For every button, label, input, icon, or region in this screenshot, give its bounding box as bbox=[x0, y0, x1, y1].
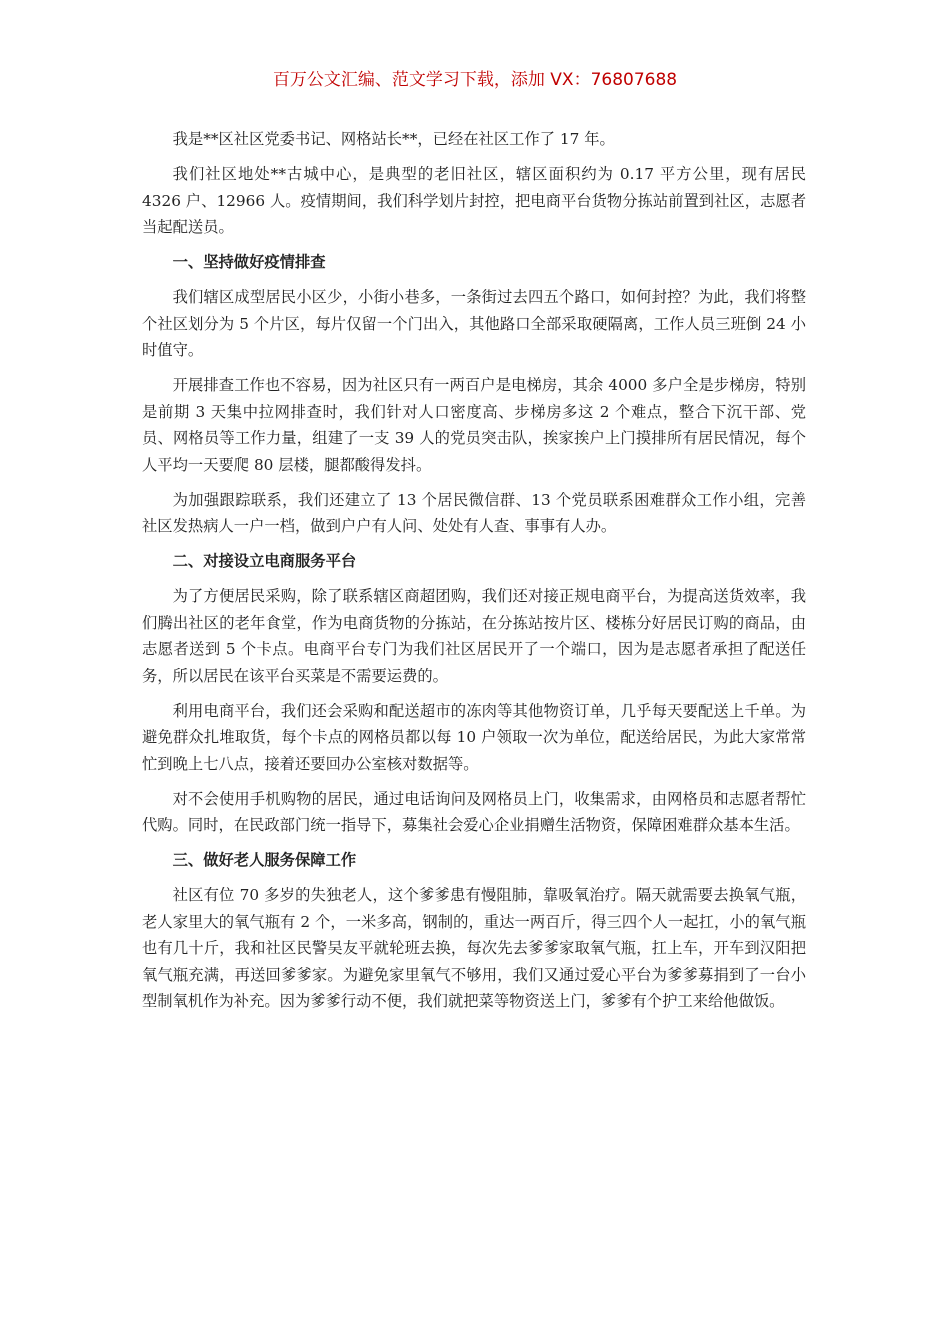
document-body bbox=[142, 126, 806, 1023]
intro-paragraph-1: 我是**区社区党委书记、网格站长**，已经在社区工作了 17 年。 bbox=[172, 130, 615, 148]
section-3-heading: 三、做好老人服务保障工作 bbox=[172, 851, 357, 869]
section-1-paragraph-1: 我们辖区成型居民小区少，小街小巷多，一条街过去四五个路口，如何封控？为此，我们将整个社区划分为 5 个片区，每片仅留一个门出入，其他路口全部采取硬隔离，工作人员三班倒 24 小时值守。 bbox=[142, 288, 806, 359]
section-3-paragraph-1: 社区有位 70 多岁的失独老人，这个爹爹患有慢阻肺，靠吸氧治疗。隔天就需要去换氧气瓶，老人家里大的氧气瓶有 2 个，一米多高，钢制的，重达一两百斤，得三四个人一起扛，小的氧气瓶也有几十斤，我和社区民警吴友平就轮班去换，每次先去爹爹家取氧气瓶，扛上车，开车到汉阳把氧气瓶充满，再送回爹爹家。为避免家里氧气不够用，我们又通过爱心平台为爹爹募捐到了一台小型制氧机作为补充。因为爹爹行动不便，我们就把菜等物资送上门，爹爹有个护工来给他做饭。 bbox=[142, 886, 806, 1010]
section-1-paragraph-3: 为加强跟踪联系，我们还建立了 13 个居民微信群、13 个党员联系困难群众工作小组，完善社区发热病人一户一档，做到户户有人问、处处有人查、事事有人办。 bbox=[142, 490, 806, 535]
download-banner: 百万公文汇编、范文学习下载，添加 VX：76807688 bbox=[272, 70, 678, 90]
section-2-heading: 二、对接设立电商服务平台 bbox=[172, 552, 357, 570]
section-1-heading: 一、坚持做好疫情排查 bbox=[172, 253, 326, 271]
section-2-paragraph-2: 利用电商平台，我们还会采购和配送超市的冻肉等其他物资订单，几乎每天要配送上千单。为避免群众扎堆取货，每个卡点的网格员都以每 10 户领取一次为单位，配送给居民，为此大家常常忙到晚上七八点，接着还要回办公室核对数据等。 bbox=[142, 701, 806, 773]
intro-paragraph-2: 我们社区地处**古城中心，是典型的老旧社区，辖区面积约为 0.17 平方公里，现有居民 4326 户、12966 人。疫情期间，我们科学划片封控，把电商平台货物分拣站前置到社区，志愿者当起配送员。 bbox=[142, 165, 806, 236]
section-1-paragraph-2: 开展排查工作也不容易，因为社区只有一两百户是电梯房，其余 4000 多户全是步梯房，特别是前期 3 天集中拉网排查时，我们针对人口密度高、步梯房多这 2 个难点，整合下沉干部、党员、网格员等工作力量，组建了一支 39 人的党员突击队，挨家挨户上门摸排所有居民情况，每个人平均一天要爬 80 层楼，腿都酸得发抖。 bbox=[142, 376, 806, 474]
section-2-paragraph-3: 对不会使用手机购物的居民，通过电话询问及网格员上门，收集需求，由网格员和志愿者帮忙代购。同时，在民政部门统一指导下，募集社会爱心企业捐赠生活物资，保障困难群众基本生活。 bbox=[142, 789, 806, 834]
section-2-paragraph-1: 为了方便居民采购，除了联系辖区商超团购，我们还对接正规电商平台，为提高送货效率，我们腾出社区的老年食堂，作为电商货物的分拣站，在分拣站按片区、楼栋分好居民订购的商品，由志愿者送到 5 个卡点。电商平台专门为我们社区居民开了一个端口，因为是志愿者承担了配送任务，所以居民在该平台买菜是不需要运费的。 bbox=[142, 587, 806, 685]
